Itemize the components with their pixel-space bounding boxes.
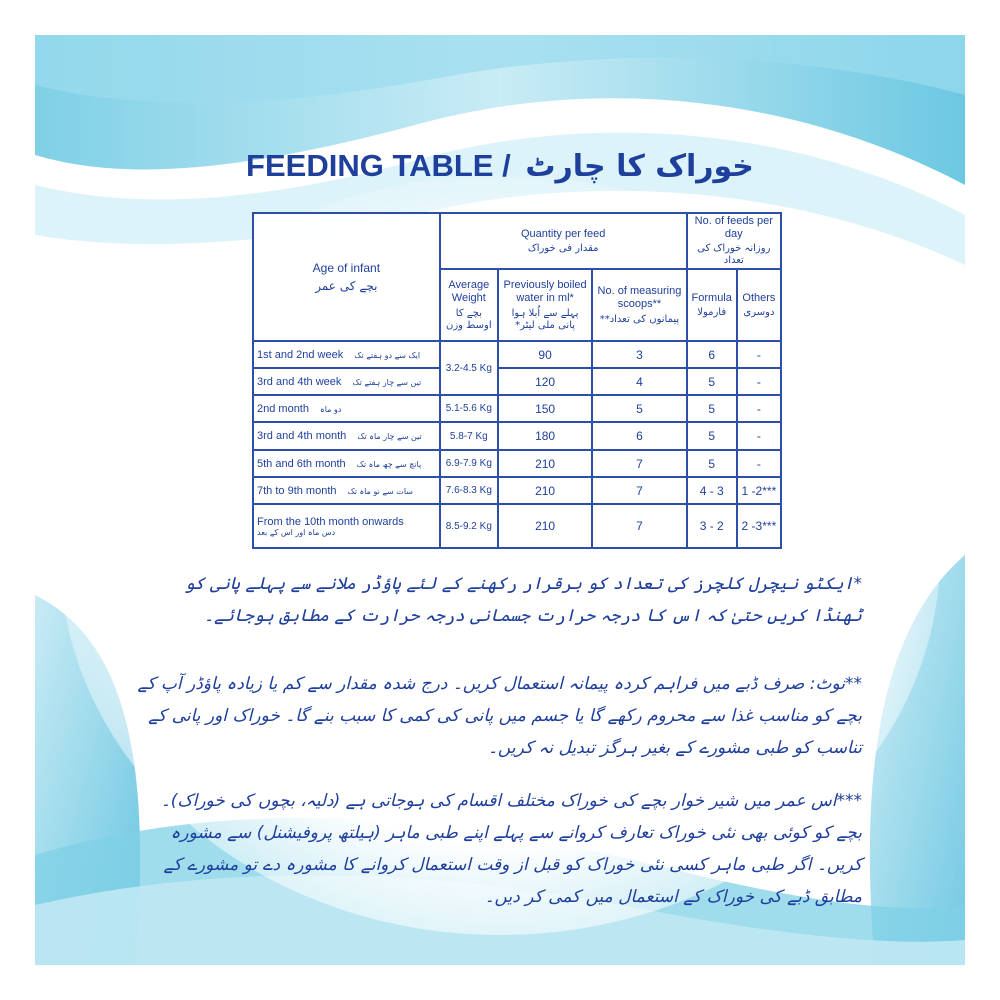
weight-header-ur: بچے کا اوسط وزن [445,307,492,331]
age-en: 3rd and 4th week [257,375,342,388]
weight-header-en: Average Weight [448,279,490,305]
scoops-cell: 6 [592,422,686,450]
water-cell: 90 [498,341,592,368]
age-cell [253,395,440,422]
age-header-en: Age of infant [312,261,381,276]
weight-cell: 3.2-4.5 Kg [440,341,498,395]
scoops-header [592,269,686,341]
age-en: 2nd month [257,402,309,415]
weight-cell: 5.1-5.6 Kg [440,395,498,422]
table-row [253,477,781,504]
water-cell: 180 [498,422,592,450]
footnote-2 [132,668,862,764]
feeding-table [252,212,782,549]
title-urdu: خوراک کا چارٹ [525,149,754,184]
formula-header-en: Formula [691,291,732,304]
formula-cell: 4 - 3 [687,477,737,504]
water-header-en: Previously boiled water in ml* [503,279,587,305]
feeds-header [687,213,781,269]
table-row [253,368,781,395]
age-en: 3rd and 4th month [257,430,347,443]
weight-cell: 8.5-9.2 Kg [440,504,498,548]
formula-cell: 6 [687,341,737,368]
footnote-1 [132,568,862,632]
formula-cell: 3 - 2 [687,504,737,548]
age-ur: دس ماہ اور اس کے بعد [257,527,336,537]
age-en: 5th and 6th month [257,457,346,470]
water-cell: 150 [498,395,592,422]
age-en: 1st and 2nd week [257,348,344,361]
quantity-header-ur: مقدار فی خوراک [527,242,599,254]
table-row [253,422,781,450]
water-cell: 120 [498,368,592,395]
others-cell: 1 -2*** [737,477,781,504]
others-cell: - [737,422,781,450]
others-cell: - [737,368,781,395]
feeds-header-en: No. of feeds per day [694,215,773,241]
table-row [253,341,781,368]
others-header-ur: دوسری [743,306,775,318]
age-ur: ایک سے دو ہفتے تک [354,350,421,360]
formula-cell: 5 [687,450,737,477]
page-title [0,148,1000,184]
age-cell [253,450,440,477]
water-cell: 210 [498,504,592,548]
footnote-3 [150,785,862,913]
age-cell [253,504,440,548]
water-header [498,269,592,341]
scoops-cell: 3 [592,341,686,368]
age-cell [253,477,440,504]
weight-cell: 5.8-7 Kg [440,422,498,450]
others-cell: - [737,450,781,477]
footnote-1-text: *ایکٹو نیچرل کلچرز کی تعداد کو برقرار رکھنے کے لئے پاؤڈر ملانے سے پہلے پانی کو ٹھنڈا کریں حتیٰ کہ اس کا درجہ حرارت جسمانی درجہ حرارت کے مطابق ہوجائے۔ [184,574,862,626]
age-cell [253,422,440,450]
table-row [253,450,781,477]
scoops-header-ur: پیمانوں کی تعداد** [599,313,680,325]
weight-cell: 6.9-7.9 Kg [440,450,498,477]
age-ur: دو ماہ [320,404,342,414]
quantity-header [440,213,687,269]
age-header-ur: بچے کی عمر [315,279,378,294]
water-header-ur: پہلے سے اُبلا ہوا پانی ملی لیٹر* [511,307,579,331]
weight-cell: 7.6-8.3 Kg [440,477,498,504]
feeds-header-ur: روزانہ خوراک کی تعداد [697,243,771,267]
others-cell: 2 -3*** [737,504,781,548]
formula-header [687,269,737,341]
age-en: 7th to 9th month [257,484,337,497]
footnote-2-text: **نوٹ: صرف ڈبے میں فراہم کردہ پیمانہ استعمال کریں۔ درج شدہ مقدار سے کم یا زیادہ پاؤڈر آپ کے بچے کو مناسب غذا سے محروم رکھے گا یا جسم میں پانی کی کمی کا سبب بنے گا۔ خوراک اور پانی کے تناسب کو طبی مشورے کے بغیر ہرگز تبدیل نہ کریں۔ [137,674,862,758]
formula-cell: 5 [687,368,737,395]
others-cell: - [737,341,781,368]
scoops-cell: 7 [592,504,686,548]
water-cell: 210 [498,450,592,477]
water-cell: 210 [498,477,592,504]
others-cell: - [737,395,781,422]
footnote-3-text: ***اس عمر میں شیر خوار بچے کی خوراک مختلف اقسام کی ہوجاتی ہے (دلیہ، بچوں کی خوراک)۔ بچے کو کوئی بھی نئی خوراک تعارف کروانے سے پہلے اپنے طبی ماہر (ہیلتھ پروفیشنل) سے مشورہ کریں۔ اگر طبی ماہر کسی نئی خوراک کو قبل از وقت استعمال کروانے کا مشورہ دے تو مشورے کے مطابق ڈبے کی خوراک کے استعمال میں کمی کر دیں۔ [160,791,862,907]
quantity-header-en: Quantity per feed [520,227,606,240]
scoops-cell: 7 [592,450,686,477]
age-ur: تین سے چار ماہ تک [357,432,422,442]
age-cell [253,341,440,368]
formula-cell: 5 [687,422,737,450]
scoops-cell: 4 [592,368,686,395]
age-en: From the 10th month onwards [257,515,404,528]
weight-header [440,269,498,341]
table-row [253,504,781,548]
table-row [253,395,781,422]
age-ur: سات سے نو ماہ تک [347,486,413,496]
age-header [253,213,440,341]
age-cell [253,368,440,395]
formula-cell: 5 [687,395,737,422]
formula-header-ur: فارمولا [697,306,727,318]
scoops-cell: 5 [592,395,686,422]
others-header-en: Others [742,291,776,304]
age-ur: تین سے چار ہفتے تک [352,377,422,387]
others-header [737,269,781,341]
scoops-cell: 7 [592,477,686,504]
title-english: FEEDING TABLE / [246,148,511,183]
scoops-header-en: No. of measuring scoops** [597,285,682,311]
age-ur: پانچ سے چھ ماہ تک [356,459,422,469]
